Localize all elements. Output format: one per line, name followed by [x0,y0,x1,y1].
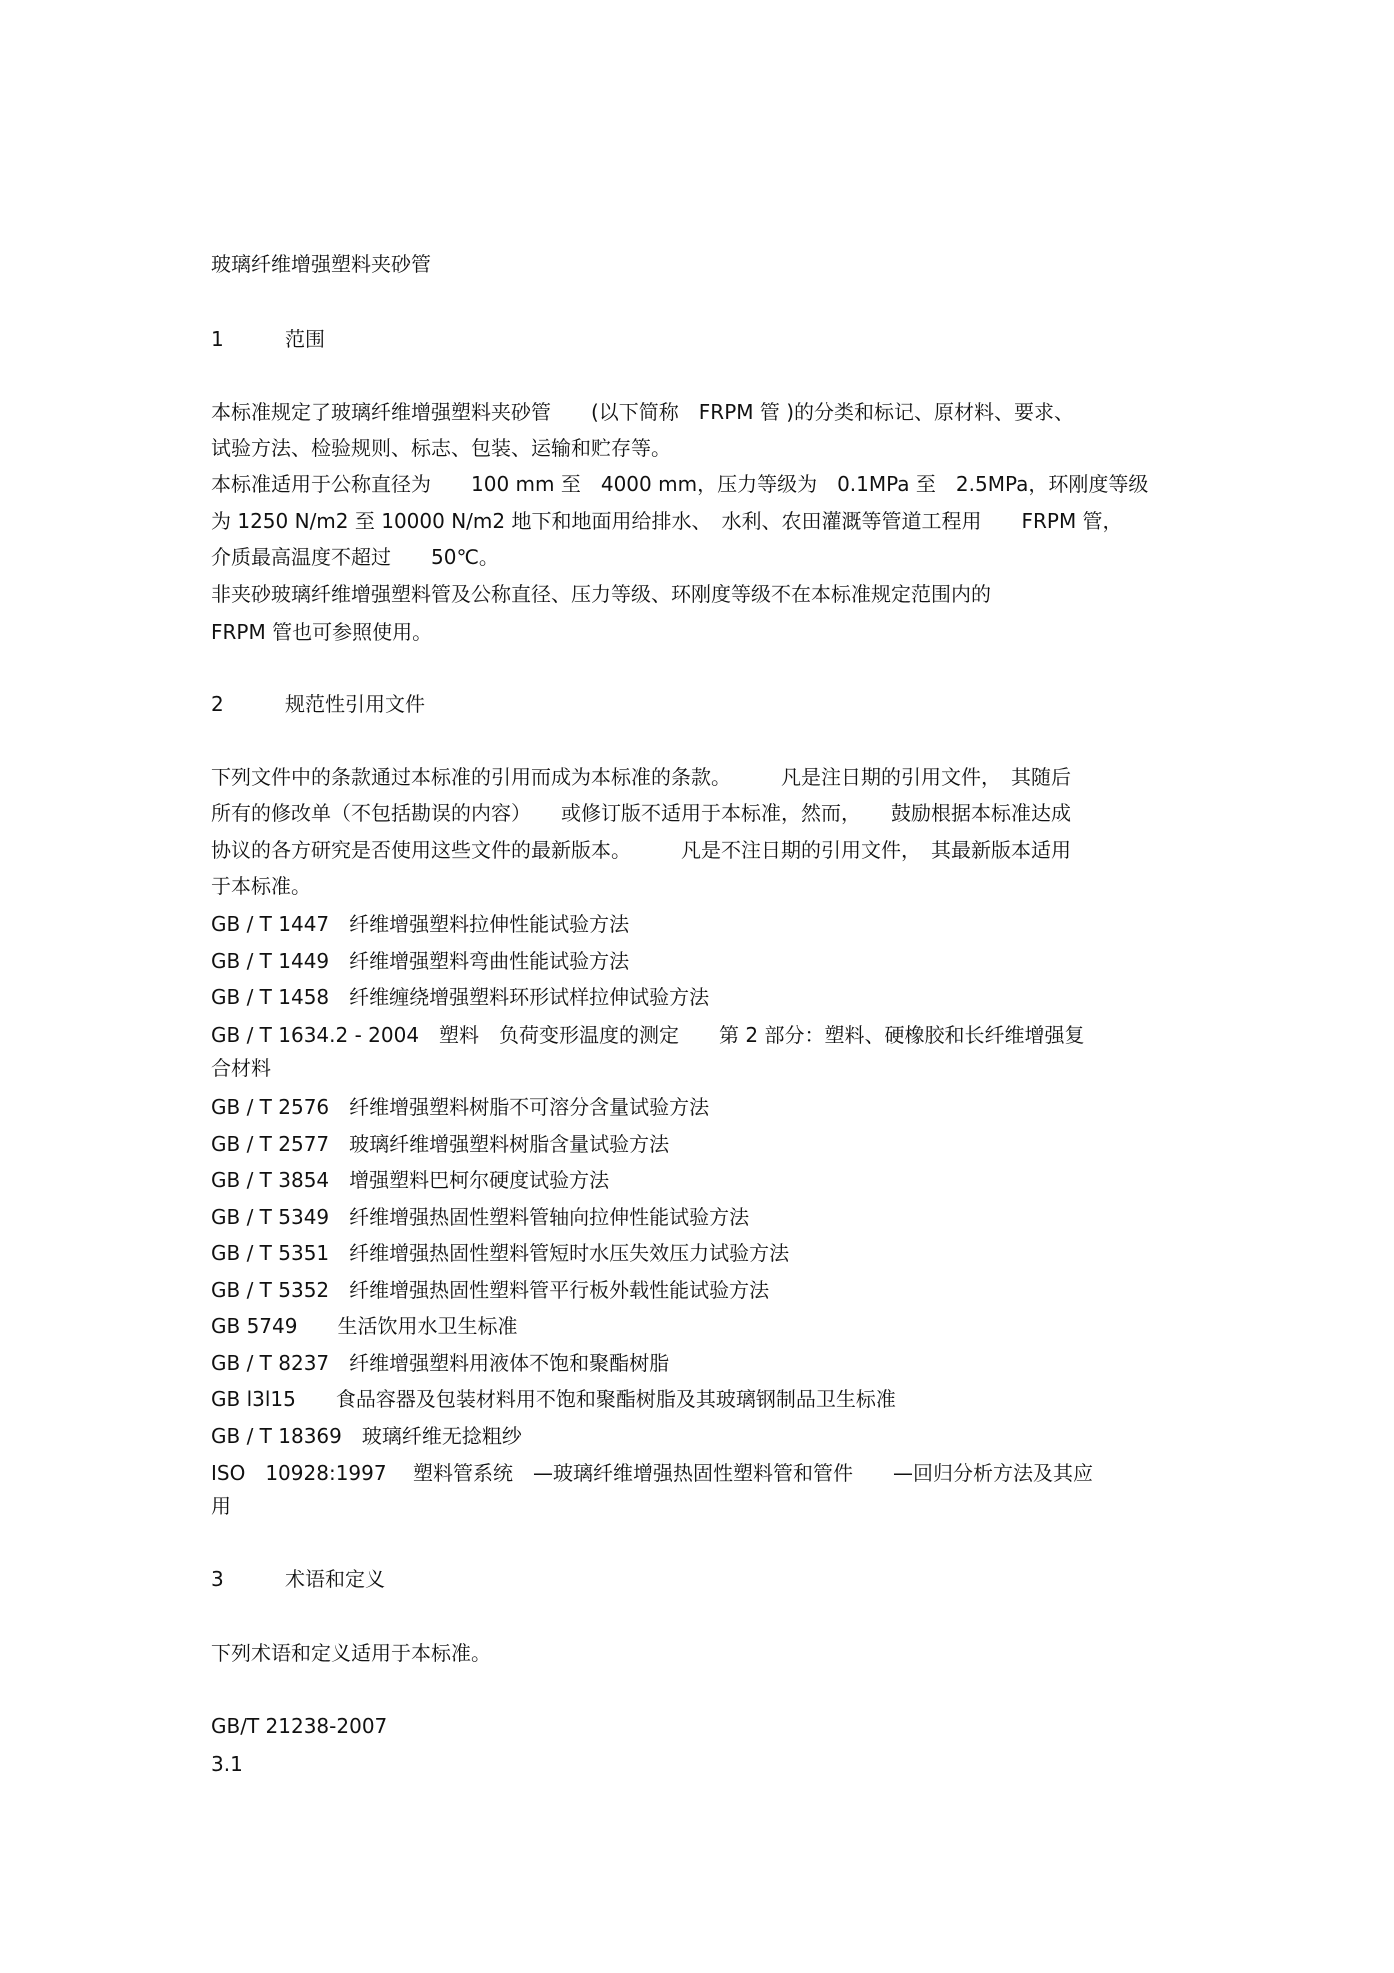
reference-item: GB l3l15 食品容器及包装材料用不饱和聚酯树脂及其玻璃钢制品卫生标准 [211,1387,896,1411]
reference-item: GB 5749 生活饮用水卫生标准 [211,1314,518,1338]
paragraph-line: 介质最高温度不超过 50℃。 [211,545,499,569]
reference-item: GB / T 5349 纤维增强热固性塑料管轴向拉伸性能试验方法 [211,1205,750,1229]
section-heading-terms [211,1567,385,1591]
paragraph-line: 下列术语和定义适用于本标准。 [211,1641,491,1665]
paragraph-line: 于本标准。 [211,874,311,898]
clause-number: 3.1 [211,1752,243,1776]
reference-item: GB / T 1449 纤维增强塑料弯曲性能试验方法 [211,949,630,973]
document-title: 玻璃纤维增强塑料夹砂管 [211,252,431,276]
section-heading-scope [211,327,325,351]
paragraph-line: 为 1250 N/m2 至 10000 N/m2 地下和地面用给排水、 水利、农田灌溉等管道工程用 FRPM 管， [211,509,1123,533]
reference-item: GB / T 5352 纤维增强热固性塑料管平行板外载性能试验方法 [211,1278,770,1302]
section-number: 3 [211,1567,224,1591]
section-heading-normative-references [211,692,425,716]
reference-item: GB / T 3854 增强塑料巴柯尔硬度试验方法 [211,1168,610,1192]
section-number: 2 [211,692,224,716]
reference-item: GB / T 8237 纤维增强塑料用液体不饱和聚酯树脂 [211,1351,670,1375]
reference-item: GB / T 5351 纤维增强热固性塑料管短时水压失效压力试验方法 [211,1241,790,1265]
standard-code: GB/T 21238-2007 [211,1714,388,1738]
reference-item: GB / T 1634.2 - 2004 塑料 负荷变形温度的测定 第 2 部分：塑料、硬橡胶和长纤维增强复 [211,1023,1085,1047]
paragraph-line: 协议的各方研究是否使用这些文件的最新版本。 凡是不注日期的引用文件， 其最新版本适用 [211,838,1071,862]
reference-item-continuation: 用 [211,1494,231,1518]
paragraph-line: FRPM 管也可参照使用。 [211,620,433,644]
reference-item: GB / T 1447 纤维增强塑料拉伸性能试验方法 [211,912,630,936]
paragraph-line: 所有的修改单（不包括勘误的内容） 或修订版不适用于本标准，然而， 鼓励根据本标准达成 [211,801,1071,825]
paragraph-line: 本标准规定了玻璃纤维增强塑料夹砂管 (以下简称 FRPM 管 )的分类和标记、原材料、要求、 [211,400,1075,424]
reference-item: GB / T 1458 纤维缠绕增强塑料环形试样拉伸试验方法 [211,985,710,1009]
section-title: 术语和定义 [285,1567,385,1591]
paragraph-line: 本标准适用于公称直径为 100 mm 至 4000 mm，压力等级为 0.1MPa 至 2.5MPa，环刚度等级 [211,472,1149,496]
reference-item: GB / T 2577 玻璃纤维增强塑料树脂含量试验方法 [211,1132,670,1156]
reference-item: GB / T 2576 纤维增强塑料树脂不可溶分含量试验方法 [211,1095,710,1119]
section-title: 范围 [285,327,325,351]
section-title: 规范性引用文件 [285,692,425,716]
reference-item-continuation: 合材料 [211,1056,271,1080]
section-number: 1 [211,327,224,351]
paragraph-line: 试验方法、检验规则、标志、包装、运输和贮存等。 [211,436,671,460]
paragraph-line: 非夹砂玻璃纤维增强塑料管及公称直径、压力等级、环刚度等级不在本标准规定范围内的 [211,582,991,606]
reference-item: ISO 10928:1997 塑料管系统 —玻璃纤维增强热固性塑料管和管件 —回归分析方法及其应 [211,1461,1093,1485]
reference-item: GB / T 18369 玻璃纤维无捻粗纱 [211,1424,522,1448]
paragraph-line: 下列文件中的条款通过本标准的引用而成为本标准的条款。 凡是注日期的引用文件， 其随后 [211,765,1071,789]
